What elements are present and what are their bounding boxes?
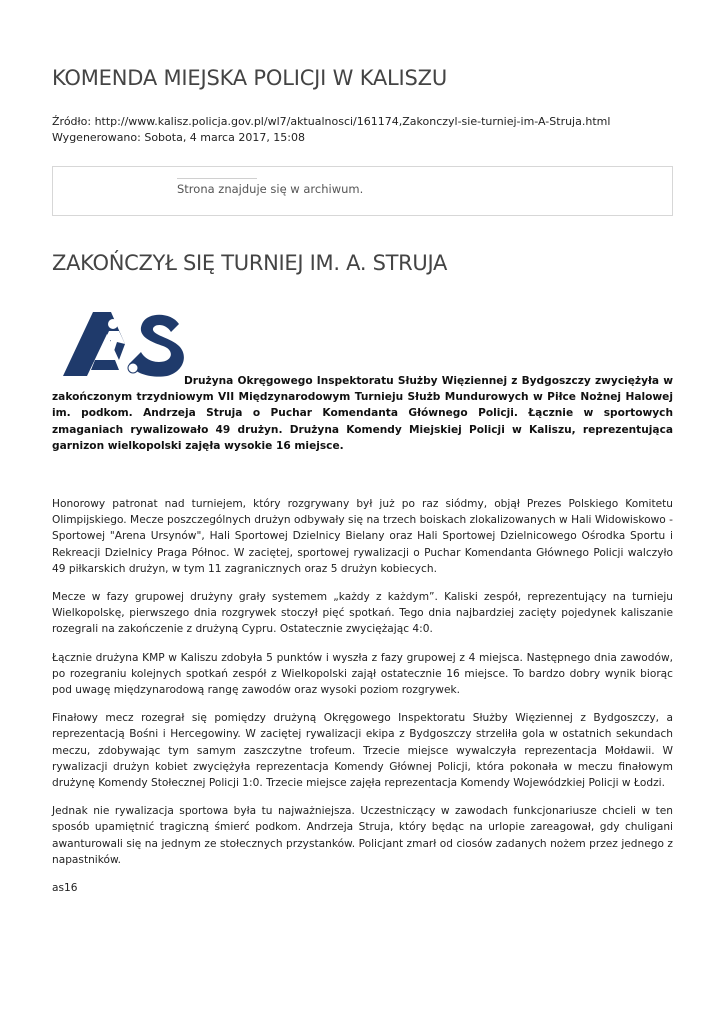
article-lead: Drużyna Okręgowego Inspektoratu Służby Więziennej z Bydgoszczy zwyciężyła w zakończonym trzydniowym VII Międzynarodowym Turnieju Służb Mundurowych w Piłce Nożnej Halowej im. podkom. Andrzeja Struja o Puchar Komendanta Głównego Policji. Łącznie w sportowych zmaganiach rywalizowało 49 drużyn. Drużyna Komendy Miejskiej Policji w Kaliszu, reprezentująca garnizon wielkopolski zajęła wysokie 16 miejsce. — [52, 375, 673, 452]
article-body — [52, 496, 673, 896]
paragraph: Jednak nie rywalizacja sportowa była tu najważniejsza. Uczestniczący w zawodach funkcjonariusze chcieli w ten sposób upamiętnić tragiczną śmierć podkom. Andrzeja Struja, który będąc na urlopie zareagował, gdy chuligani awanturowali się na jednym ze stołecznych przystanków. Policjant zmarł od ciosów zadanych nożem przez jednego z napastników. — [52, 805, 673, 866]
logo-a-bar — [91, 360, 119, 370]
divider — [177, 178, 257, 179]
paragraph: Finałowy mecz rozegrał się pomiędzy drużyną Okręgowego Inspektoratu Służby Więziennej z Bydgoszczy, a reprezentacją Bośni i Hercegowiny. W zaciętej rywalizacji ekipa z Bydgoszczy strzeliła gola w ostatnich sekundach meczu, zdobywając tym samym zaszczytne trofeum. Trzecie miejsce wywalczyła reprezentacja Mołdawii. W rywalizacji drużyn kobiet zwyciężyła reprezentacja Komendy Głównej Policji, która pokonała w meczu finałowym drużynę Komendy Stołecznej Policji 1:0. Trzecie miejsce zajęła reprezentacja Komendy Wojewódzkiej Policji w Łodzi. — [52, 712, 673, 790]
logo-player-head — [108, 319, 118, 329]
as-logo-image — [55, 304, 185, 380]
generated-date: Wygenerowano: Sobota, 4 marca 2017, 15:08 — [52, 130, 306, 144]
archive-notice: Strona znajduje się w archiwum. — [177, 182, 364, 196]
document-meta — [52, 114, 610, 145]
logo-ball — [128, 363, 138, 373]
archive-notice-box — [52, 166, 673, 216]
author-signature: as16 — [52, 882, 78, 895]
paragraph: Honorowy patronat nad turniejem, który rozgrywany był już po raz siódmy, objął Prezes Polskiego Komitetu Olimpijskiego. Mecze poszczególnych drużyn odbywały się na trzech boiskach zlokalizowanych w Hali Widowiskowo - Sportowej "Arena Ursynów", Hali Sportowej Dzielnicy Bielany oraz Hali Sportowej Dzielnicowego Ośrodka Sportu i Rekreacji Dzielnicy Praga Północ. W zaciętej, sportowej rywalizacji o Puchar Komendanta Głównego Policji walczyło 49 piłkarskich drużyn, w tym 11 zagranicznych oraz 5 drużyn kobiecych. — [52, 498, 673, 575]
site-title: KOMENDA MIEJSKA POLICJI W KALISZU — [52, 66, 448, 90]
article-title: ZAKOŃCZYŁ SIĘ TURNIEJ IM. A. STRUJA — [52, 251, 448, 275]
paragraph: Łącznie drużyna KMP w Kaliszu zdobyła 5 punktów i wyszła z fazy grupowej z 4 miejsca. Następnego dnia zawodów, po rozegraniu kolejnych spotkań zespół z Wielkopolski zajął ostatecznie 16 miejsce. To bardzo dobry wynik biorąc pod uwagę międzynarodową rangę zawodów oraz wysoki poziom rozgrywek. — [52, 651, 673, 697]
paragraph: Mecze w fazy grupowej drużyny grały systemem „każdy z każdym”. Kaliski zespół, reprezentujący na turnieju Wielkopolskę, pierwszego dnia rozgrywek stoczył pięć spotkań. Tego dnia najbardziej zacięty pojedynek kaliszanie rozegrali na zakończenie z drużyną Cypru. Ostatecznie zwyciężając 4:0. — [52, 591, 673, 636]
source-url: Źródło: http://www.kalisz.policja.gov.pl/wl7/aktualnosci/161174,Zakonczyl-sie-turniej-im-A-Struja.html — [52, 115, 611, 128]
